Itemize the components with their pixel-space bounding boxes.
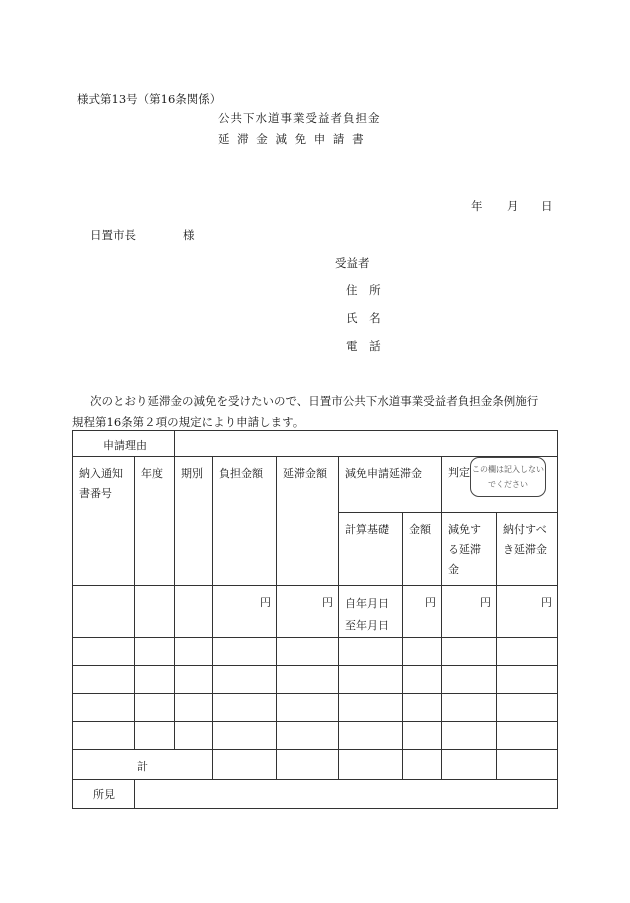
reduce-request-header: 減免申請延滞金 (339, 457, 442, 513)
applicant-heading: 受益者 (335, 256, 370, 270)
remarks-row (73, 780, 558, 809)
reason-label-cell (73, 431, 175, 457)
remarks-label: 所見 (93, 788, 115, 801)
date-month: 月 (507, 199, 519, 213)
notice-number-header: 納入通知書番号 (73, 457, 135, 586)
burden-amount-header: 負担金額 (213, 457, 277, 586)
total-late-cell[interactable] (277, 750, 339, 780)
application-table (72, 430, 558, 809)
judgment-note: この欄は記入しないでください (470, 457, 546, 497)
year-cell[interactable] (135, 586, 175, 638)
addressee-name: 日置市長 (90, 228, 136, 242)
body-text-line1: 次のとおり延滞金の減免を受けたいので、日置市公共下水道事業受益者負担金条例施行 (90, 394, 539, 408)
reduce-amount-header: 減免する延滞金 (442, 513, 497, 586)
judgment-header (442, 457, 558, 513)
reduce-amount-cell[interactable]: 円 (442, 586, 497, 638)
reason-label: 申請理由 (103, 439, 147, 452)
table-row (73, 666, 558, 694)
notice-number-cell[interactable] (73, 586, 135, 638)
table-row (73, 722, 558, 750)
remarks-input[interactable] (135, 780, 558, 809)
period-header: 期別 (175, 457, 213, 586)
date-year: 年 (471, 199, 483, 213)
late-amount-cell[interactable]: 円 (277, 586, 339, 638)
amount-header: 金額 (403, 513, 442, 586)
calc-basis-cell[interactable] (339, 586, 403, 638)
year-header: 年度 (135, 457, 175, 586)
table-row (73, 694, 558, 722)
burden-amount-cell[interactable]: 円 (213, 586, 277, 638)
table-row (73, 638, 558, 666)
total-burden-cell[interactable] (213, 750, 277, 780)
total-reduce-cell[interactable] (442, 750, 497, 780)
total-label: 計 (137, 760, 148, 773)
date-day: 日 (541, 199, 553, 213)
pay-amount-header: 納付すべき延滞金 (497, 513, 558, 586)
table-row (73, 586, 558, 638)
form-title-line2: 延 滞 金 減 免 申 請 書 (218, 132, 366, 146)
from-date: 自年月日 (345, 597, 389, 610)
reason-input[interactable] (175, 431, 558, 457)
form-title-line1: 公共下水道事業受益者負担金 (218, 111, 381, 125)
pay-amount-cell[interactable]: 円 (497, 586, 558, 638)
period-cell[interactable] (175, 586, 213, 638)
to-date: 至年月日 (345, 619, 389, 632)
body-text-line2: 規程第16条第２項の規定により申請します。 (72, 415, 305, 429)
calc-basis-header: 計算基礎 (339, 513, 403, 586)
addressee-honorific: 様 (183, 228, 195, 242)
total-basis-cell[interactable] (339, 750, 403, 780)
total-row (73, 750, 558, 780)
total-pay-cell[interactable] (497, 750, 558, 780)
late-amount-header: 延滞金額 (277, 457, 339, 586)
phone-label: 電 話 (346, 339, 385, 353)
address-label: 住 所 (346, 283, 385, 297)
form-number: 様式第13号（第16条関係） (77, 92, 222, 106)
total-label-cell (73, 750, 213, 780)
total-amount-cell[interactable] (403, 750, 442, 780)
amount-cell[interactable]: 円 (403, 586, 442, 638)
name-label: 氏 名 (346, 311, 385, 325)
judgment-label: 判定 (448, 466, 470, 479)
remarks-label-cell (73, 780, 135, 809)
